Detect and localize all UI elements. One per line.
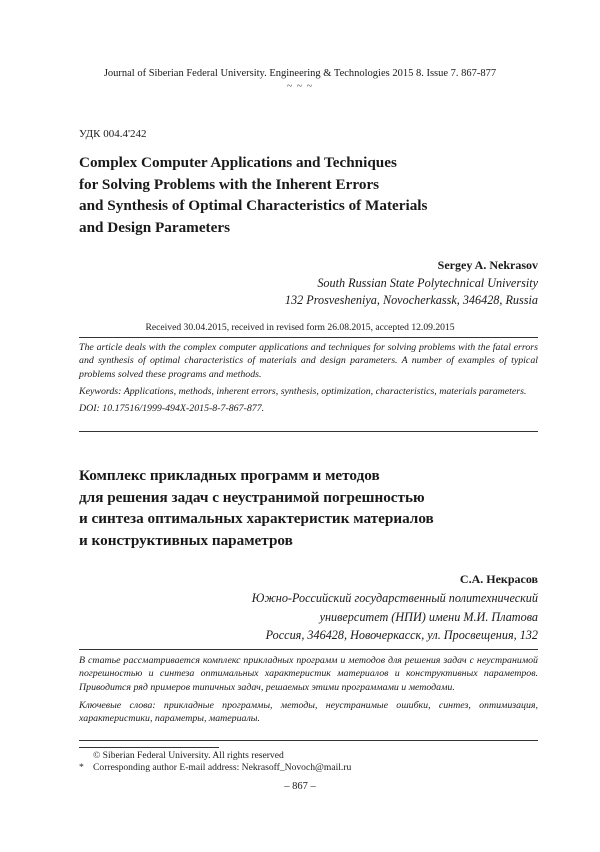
english-doi: DOI: 10.17516/1999-494X-2015-8-7-867-877. <box>79 403 265 415</box>
english-keywords: Keywords: Applications, methods, inherent errors, synthesis, optimization, characteristics, materials parameters. <box>79 385 527 397</box>
affiliation-line: Южно-Российский государственный политехнический <box>251 591 538 605</box>
russian-author: С.А. Некрасов <box>459 572 538 586</box>
page-number: – 867 – <box>284 781 316 792</box>
abstract-rule-bottom <box>79 431 538 432</box>
copyright-note <box>79 750 351 762</box>
corresponding-text: Corresponding author E-mail address: Nekrasoff_Novoch@mail.ru <box>93 762 352 773</box>
english-author: Sergey A. Nekrasov <box>437 258 538 272</box>
copyright-text: © Siberian Federal University. All rights reserved <box>93 750 284 761</box>
russian-abstract-block <box>79 654 538 725</box>
affiliation-line: университет (НПИ) имени М.И. Платова <box>319 609 538 624</box>
russian-affiliation <box>118 589 538 645</box>
udk-code: УДК 004.4'242 <box>79 128 147 140</box>
english-abstract: The article deals with the complex computer applications and techniques for solving problems with the fatal errors and synthesis of optimal characteristics of materials and design parameters. A number of examples of typical problems solved these programs and methods. <box>79 342 538 380</box>
received-dates: Received 30.04.2015, received in revised form 26.08.2015, accepted 12.09.2015 <box>145 322 455 333</box>
header-ornament: ~ ~ ~ <box>286 81 314 92</box>
footnote-asterisk: * <box>79 762 84 773</box>
title-line: и конструктивных параметров <box>79 531 293 549</box>
russian-abstract: В статье рассматривается комплекс прикладных программ и методов для решения задач с неустранимой погрешностью и синтеза оптимальных характеристик материалов и конструктивных параметров. Приводится ряд примеров типичных задач, решаемых этими программами и методами. <box>79 655 538 693</box>
abstract-rule-top <box>79 649 538 650</box>
footnote-rule <box>79 747 219 748</box>
footnotes <box>79 750 351 774</box>
affiliation-line: 132 Prosvesheniya, Novocherkassk, 346428, Russia <box>284 293 538 307</box>
title-line: Комплекс прикладных программ и методов <box>79 467 380 484</box>
affiliation-line: South Russian State Polytechnical University <box>317 276 538 290</box>
english-abstract-block <box>79 341 538 415</box>
corresponding-note <box>79 762 351 774</box>
title-line: and Design Parameters <box>79 218 231 236</box>
abstract-rule-top <box>79 337 538 338</box>
title-line: and Synthesis of Optimal Characteristics of Materials <box>79 197 428 214</box>
russian-keywords: Ключевые слова: прикладные программы, методы, неустранимые ошибки, синтез, оптимизация, характеристики, параметры, материалы. <box>79 699 538 725</box>
journal-header: Journal of Siberian Federal University. Engineering & Technologies 2015 8. Issue 7. 867-877 <box>103 68 497 79</box>
title-line: Complex Computer Applications and Techniques <box>79 154 397 171</box>
english-affiliation <box>118 275 538 309</box>
title-line: for Solving Problems with the Inherent Errors <box>79 175 380 193</box>
russian-title <box>79 465 549 551</box>
english-title <box>79 152 549 238</box>
title-line: и синтеза оптимальных характеристик материалов <box>79 510 434 527</box>
affiliation-line: Россия, 346428, Новочеркасск, ул. Просвещения, 132 <box>265 628 538 642</box>
abstract-rule-bottom <box>79 740 538 741</box>
title-line: для решения задач с неустранимой погрешностью <box>79 488 425 506</box>
